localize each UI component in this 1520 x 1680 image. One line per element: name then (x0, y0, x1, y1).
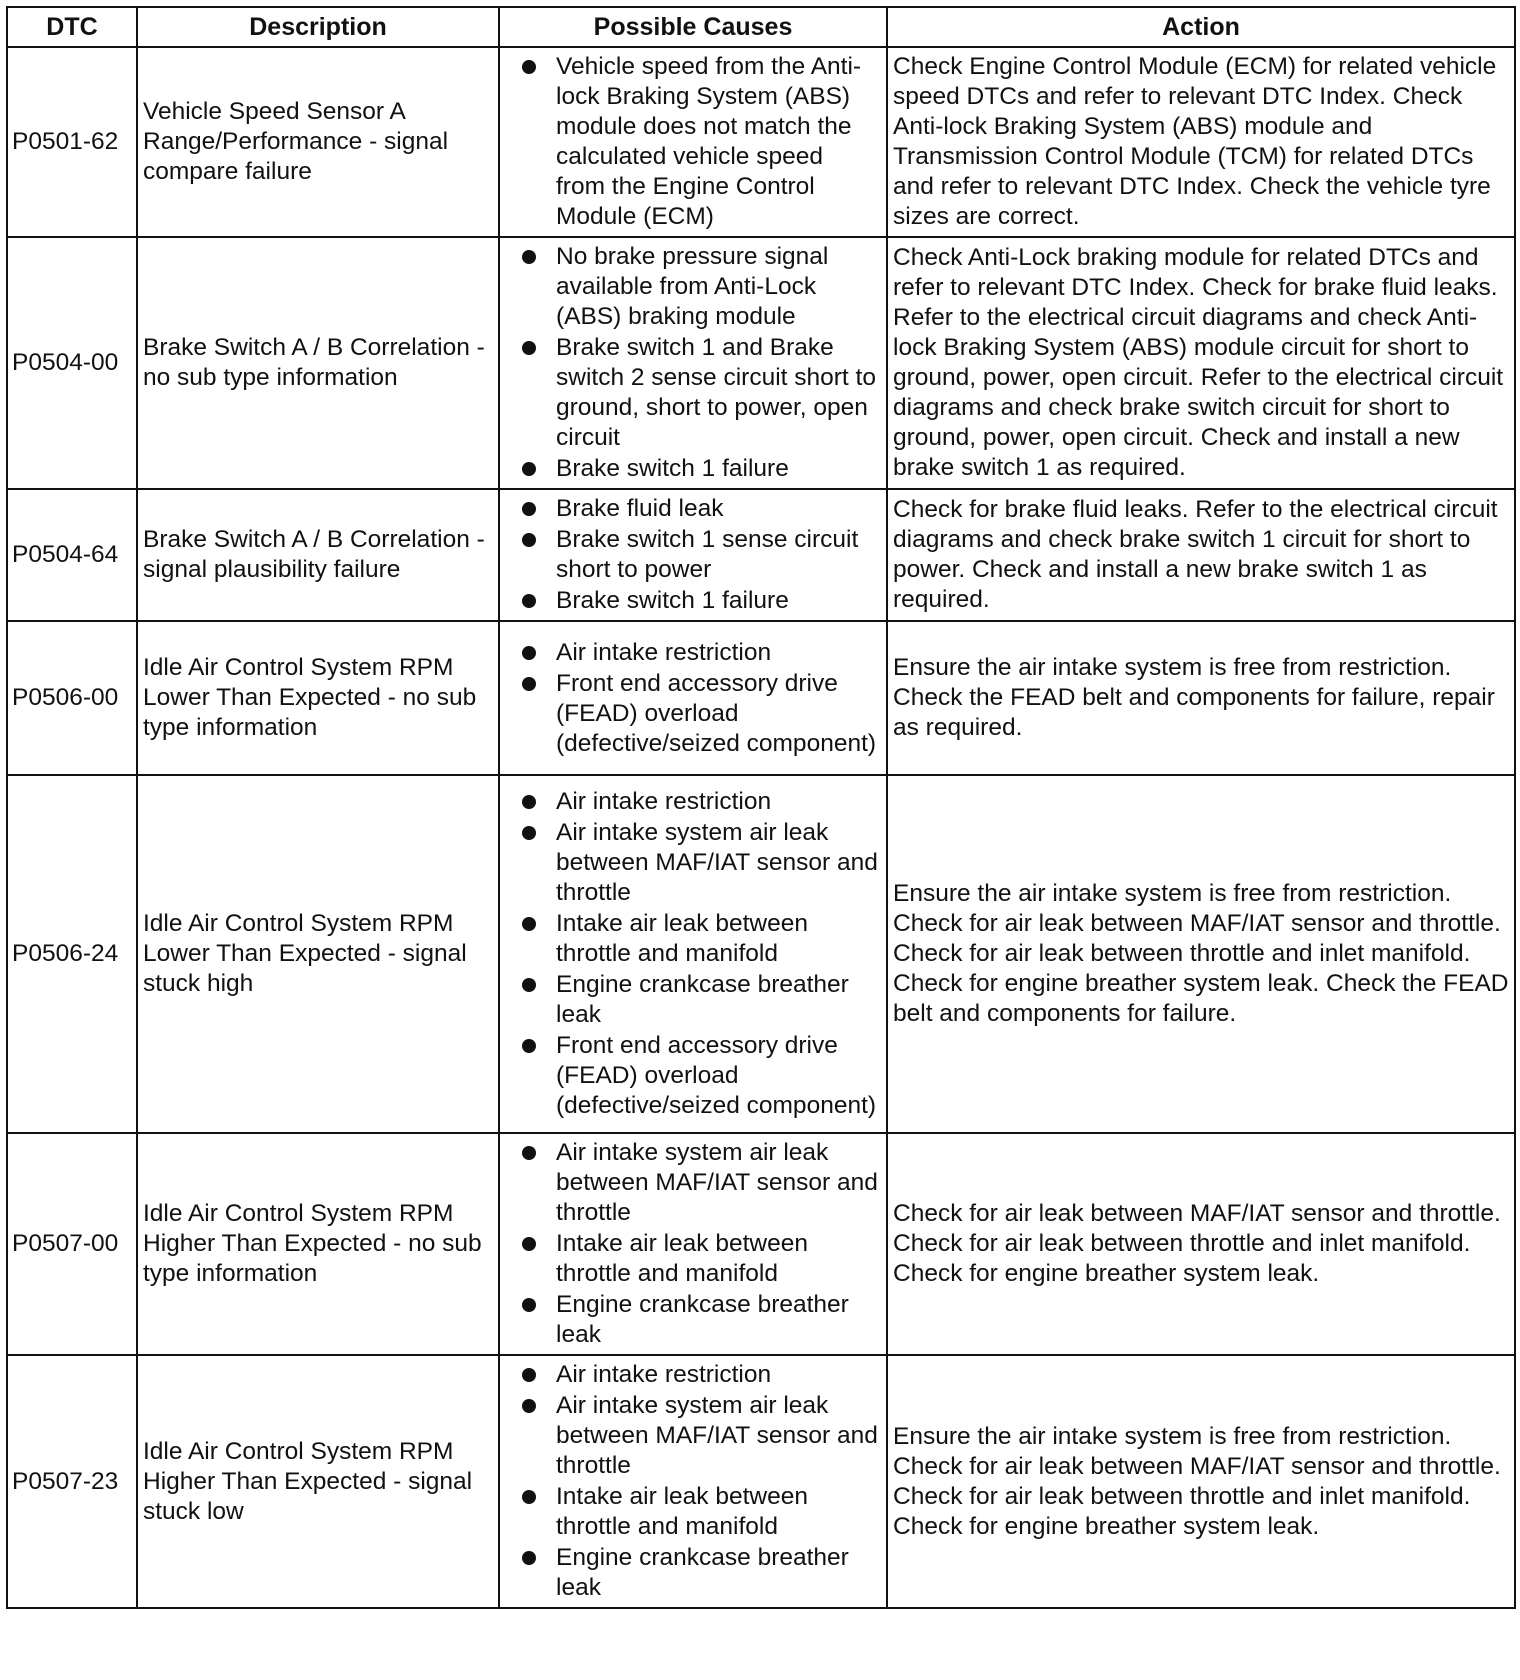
dtc-description: Idle Air Control System RPM Lower Than Expected - no sub type information (137, 621, 499, 775)
table-body (7, 47, 1515, 1608)
bullet-icon (522, 594, 536, 608)
cause-text: Engine crankcase breather leak (556, 1544, 849, 1601)
dtc-description: Brake Switch A / B Correlation - no sub type information (137, 237, 499, 489)
cause-item (520, 1543, 878, 1603)
action-text: Check for brake fluid leaks. Refer to the electrical circuit diagrams and check brake switch 1 circuit for short to power. Check and install a new brake switch 1 as required. (887, 489, 1515, 621)
cause-item (520, 525, 878, 585)
cause-item (520, 787, 878, 817)
dtc-code: P0501-62 (7, 47, 137, 237)
dtc-code: P0507-00 (7, 1133, 137, 1355)
header-row (7, 7, 1515, 47)
cause-item (520, 1138, 878, 1228)
possible-causes (499, 47, 887, 237)
cause-list (520, 787, 878, 1121)
cause-text: Brake switch 1 failure (556, 587, 789, 614)
table-row (7, 237, 1515, 489)
possible-causes (499, 775, 887, 1133)
action-text: Ensure the air intake system is free from restriction. Check for air leak between MAF/IAT sensor and throttle. Check for air leak between throttle and inlet manifold. Check for engine breather system leak. Check the FEAD belt and components for failure. (887, 775, 1515, 1133)
cause-list (520, 242, 878, 484)
cause-text: Air intake system air leak between MAF/IAT sensor and throttle (556, 1392, 878, 1479)
cause-item (520, 242, 878, 332)
action-text: Check Anti-Lock braking module for related DTCs and refer to relevant DTC Index. Check for brake fluid leaks. Refer to the electrical circuit diagrams and check Anti-lock Braking System (ABS) module circuit for short to ground, power, open circuit. Refer to the electrical circuit diagrams and check brake switch circuit for short to ground, power, open circuit. Check and install a new brake switch 1 as required. (887, 237, 1515, 489)
cause-item (520, 909, 878, 969)
bullet-icon (522, 533, 536, 547)
dtc-table (6, 6, 1516, 1609)
cause-text: Air intake restriction (556, 1361, 772, 1388)
possible-causes (499, 237, 887, 489)
cause-item (520, 638, 878, 668)
dtc-code: P0506-24 (7, 775, 137, 1133)
bullet-icon (522, 795, 536, 809)
cause-text: Vehicle speed from the Anti-lock Braking System (ABS) module does not match the calculated vehicle speed from the Engine Control Module (ECM) (556, 53, 862, 230)
cause-item (520, 1360, 878, 1390)
cause-text: Intake air leak between throttle and manifold (556, 1230, 808, 1287)
cause-list (520, 638, 878, 759)
cause-item (520, 333, 878, 453)
action-text: Check Engine Control Module (ECM) for related vehicle speed DTCs and refer to relevant DTC Index. Check Anti-lock Braking System (ABS) module and Transmission Control Module (TCM) for related DTCs and refer to relevant DTC Index. Check the vehicle tyre sizes are correct. (887, 47, 1515, 237)
table-row (7, 1133, 1515, 1355)
cause-text: Air intake restriction (556, 788, 772, 815)
cause-text: No brake pressure signal available from Anti-Lock (ABS) braking module (556, 243, 829, 330)
cause-text: Front end accessory drive (FEAD) overload (defective/seized component) (556, 669, 877, 757)
cause-text: Front end accessory drive (FEAD) overload (defective/seized component) (556, 1032, 877, 1119)
possible-causes (499, 489, 887, 621)
cause-item (520, 586, 878, 616)
cause-item (520, 970, 878, 1030)
bullet-icon (522, 462, 536, 476)
cause-text: Brake switch 1 sense circuit short to power (556, 526, 859, 583)
possible-causes (499, 1355, 887, 1608)
bullet-icon (522, 502, 536, 516)
dtc-description: Brake Switch A / B Correlation - signal plausibility failure (137, 489, 499, 621)
bullet-icon (522, 1146, 536, 1160)
cause-text: Air intake system air leak between MAF/IAT sensor and throttle (556, 1139, 878, 1226)
possible-causes (499, 1133, 887, 1355)
cause-item (520, 52, 878, 232)
dtc-code: P0504-00 (7, 237, 137, 489)
table-row (7, 1355, 1515, 1608)
possible-causes (499, 621, 887, 775)
cause-item (520, 1482, 878, 1542)
dtc-code: P0506-00 (7, 621, 137, 775)
cause-item (520, 1031, 878, 1121)
cause-text: Brake fluid leak (556, 495, 724, 522)
cause-list (520, 494, 878, 616)
header-dtc: DTC (7, 7, 137, 47)
table-row (7, 489, 1515, 621)
bullet-icon (522, 1490, 536, 1504)
dtc-description: Idle Air Control System RPM Higher Than Expected - signal stuck low (137, 1355, 499, 1608)
bullet-icon (522, 978, 536, 992)
bullet-icon (522, 341, 536, 355)
cause-item (520, 454, 878, 484)
cause-text: Brake switch 1 failure (556, 455, 789, 482)
bullet-icon (522, 826, 536, 840)
cause-list (520, 52, 878, 232)
dtc-description: Idle Air Control System RPM Higher Than Expected - no sub type information (137, 1133, 499, 1355)
bullet-icon (522, 250, 536, 264)
bullet-icon (522, 1551, 536, 1565)
cause-list (520, 1360, 878, 1603)
cause-text: Brake switch 1 and Brake switch 2 sense circuit short to ground, short to power, open circuit (556, 334, 876, 451)
header-description: Description (137, 7, 499, 47)
bullet-icon (522, 1298, 536, 1312)
cause-item (520, 1391, 878, 1481)
header-action: Action (887, 7, 1515, 47)
bullet-icon (522, 646, 536, 660)
cause-text: Air intake system air leak between MAF/IAT sensor and throttle (556, 819, 878, 906)
bullet-icon (522, 1399, 536, 1413)
table-row (7, 775, 1515, 1133)
bullet-icon (522, 917, 536, 931)
table-header (7, 7, 1515, 47)
action-text: Ensure the air intake system is free from restriction. Check for air leak between MAF/IAT sensor and throttle. Check for air leak between throttle and inlet manifold. Check for engine breather system leak. (887, 1355, 1515, 1608)
action-text: Check for air leak between MAF/IAT sensor and throttle. Check for air leak between throttle and inlet manifold. Check for engine breather system leak. (887, 1133, 1515, 1355)
table-row (7, 47, 1515, 237)
cause-item (520, 818, 878, 908)
dtc-description: Vehicle Speed Sensor A Range/Performance - signal compare failure (137, 47, 499, 237)
cause-text: Air intake restriction (556, 638, 772, 666)
cause-text: Intake air leak between throttle and manifold (556, 1483, 808, 1540)
cause-list (520, 1138, 878, 1350)
header-possible-causes: Possible Causes (499, 7, 887, 47)
bullet-icon (522, 677, 536, 691)
cause-text: Intake air leak between throttle and manifold (556, 910, 808, 967)
cause-item (520, 1229, 878, 1289)
cause-item (520, 494, 878, 524)
cause-item (520, 1290, 878, 1350)
action-text: Ensure the air intake system is free from restriction. Check the FEAD belt and components for failure, repair as required. (887, 621, 1515, 775)
cause-item (520, 669, 878, 759)
bullet-icon (522, 1039, 536, 1053)
bullet-icon (522, 1237, 536, 1251)
dtc-code: P0507-23 (7, 1355, 137, 1608)
table-row (7, 621, 1515, 775)
dtc-code: P0504-64 (7, 489, 137, 621)
bullet-icon (522, 1368, 536, 1382)
cause-text: Engine crankcase breather leak (556, 971, 849, 1028)
bullet-icon (522, 60, 536, 74)
cause-text: Engine crankcase breather leak (556, 1291, 849, 1348)
dtc-description: Idle Air Control System RPM Lower Than Expected - signal stuck high (137, 775, 499, 1133)
